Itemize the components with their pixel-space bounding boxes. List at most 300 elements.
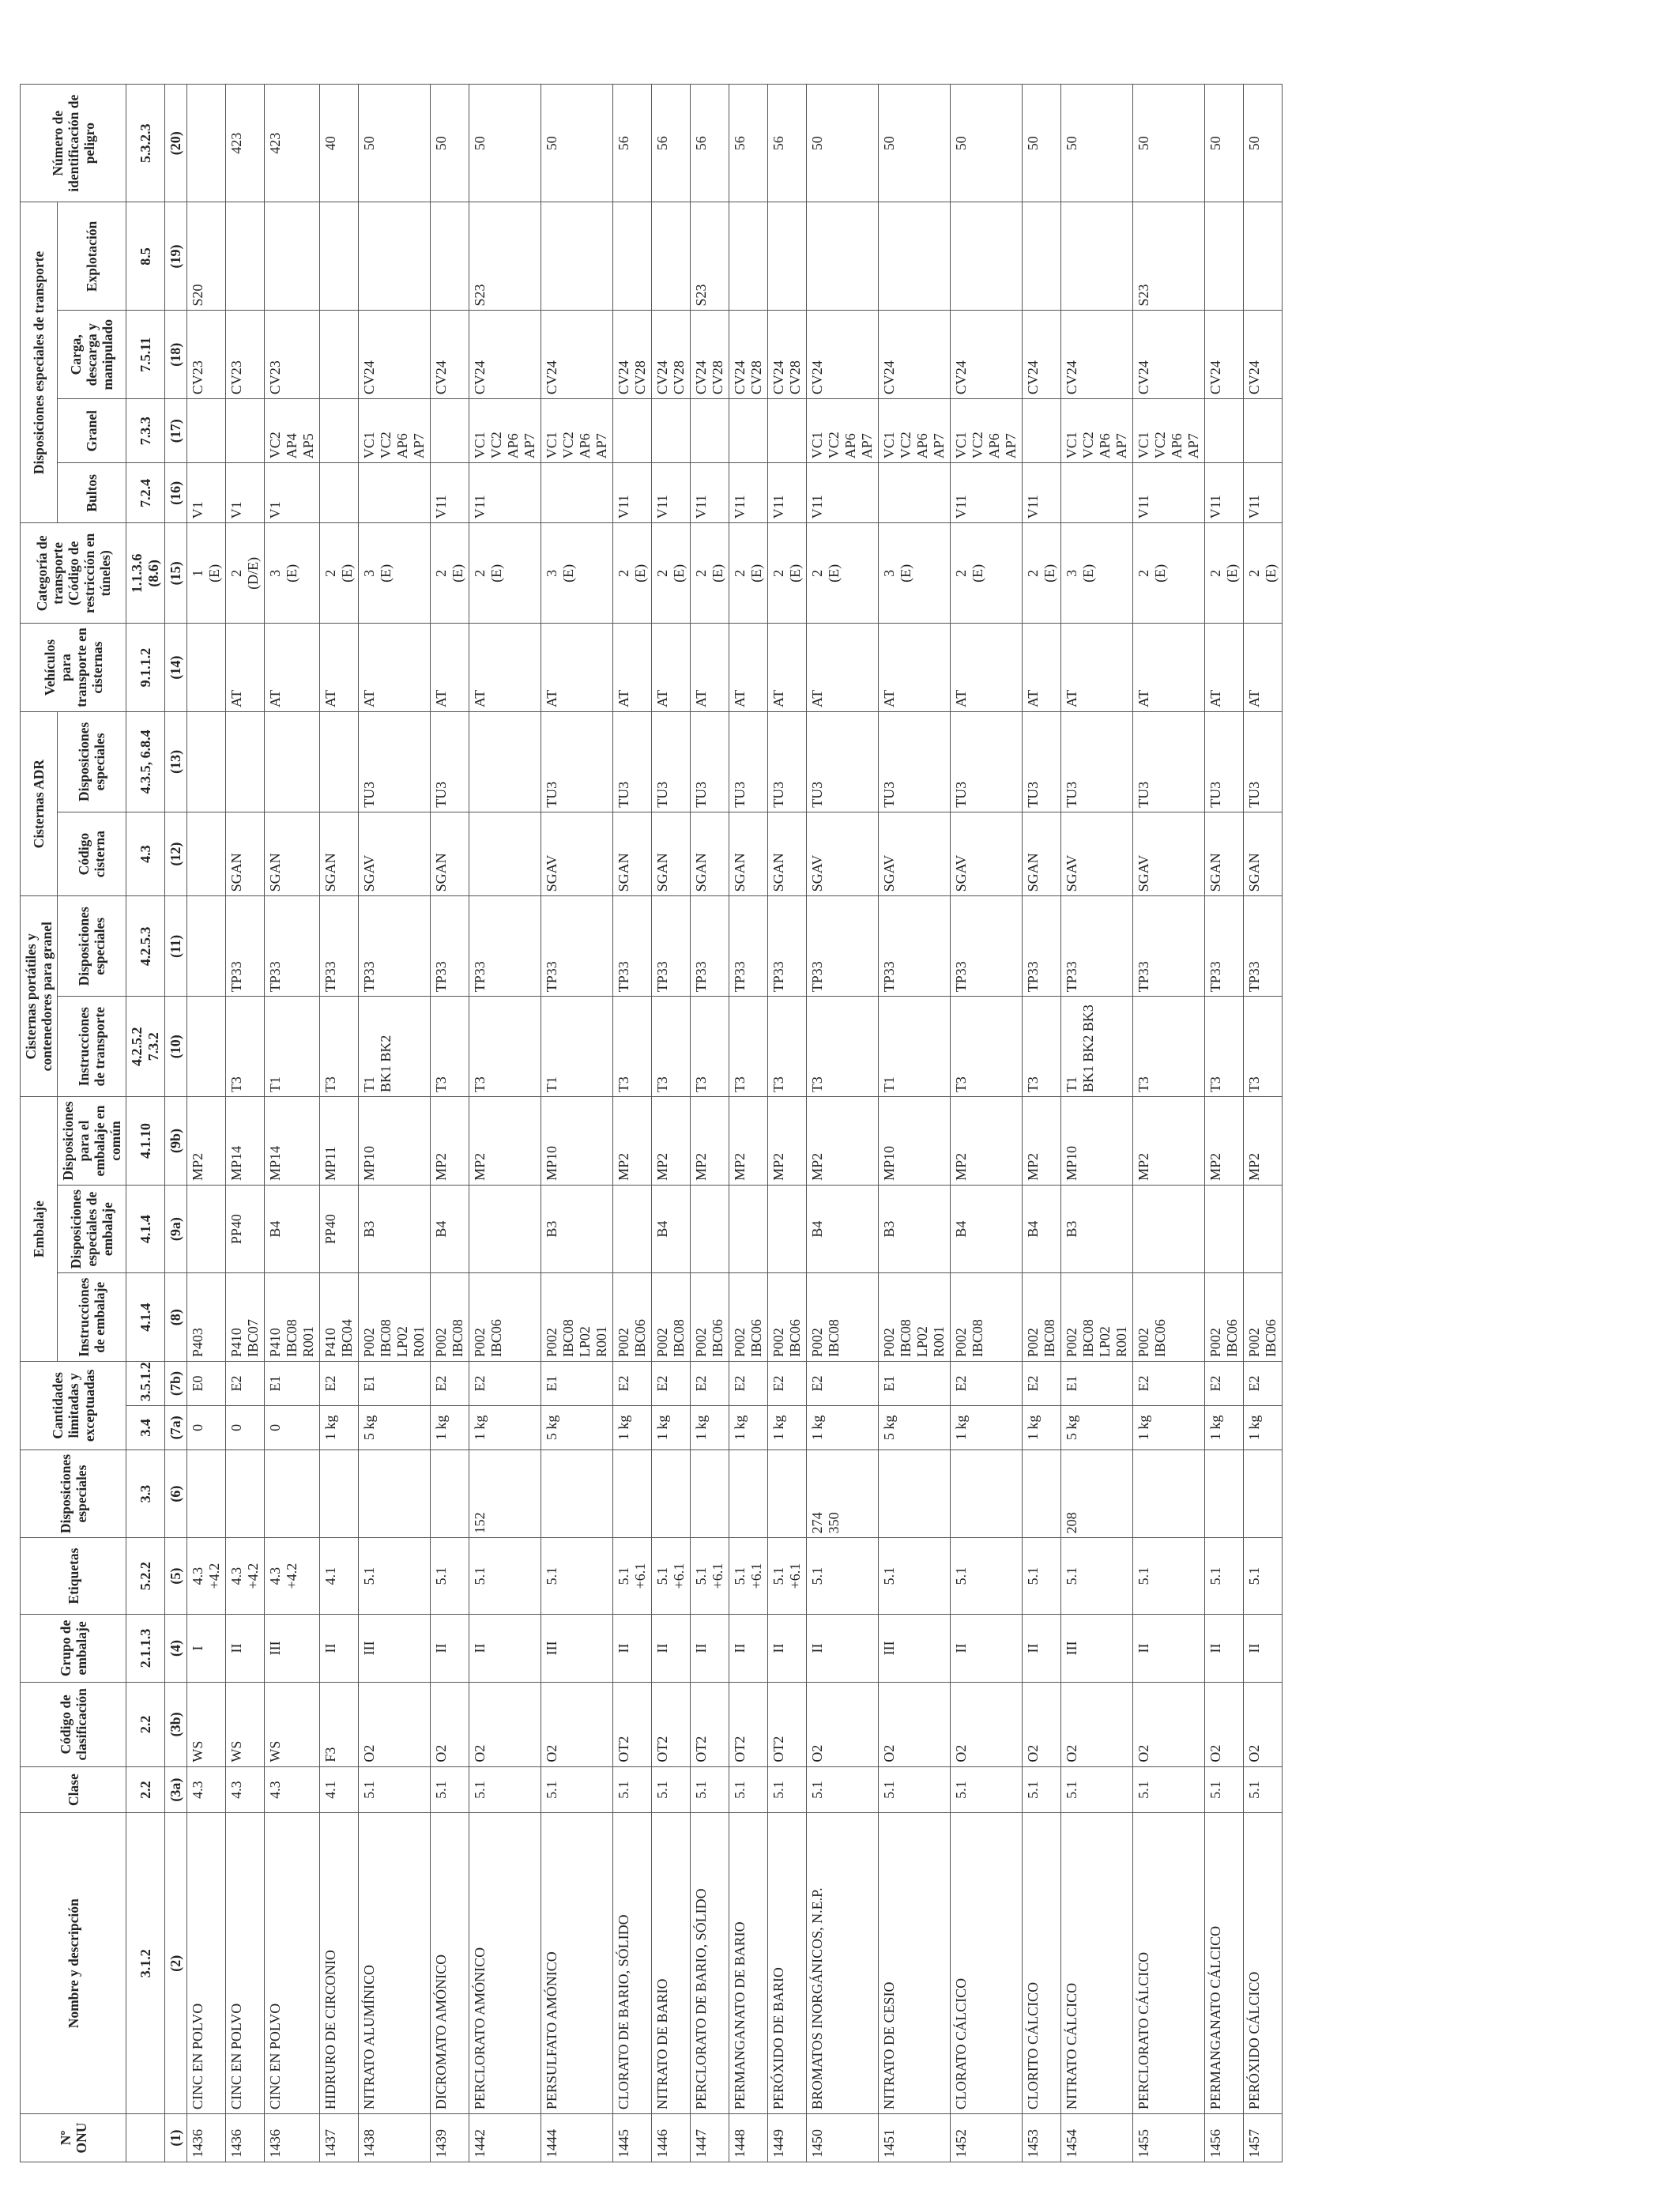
special-provisions-cell: 208 bbox=[1061, 1449, 1133, 1538]
packing-group-cell: II bbox=[951, 1614, 1023, 1682]
name-cell: PERMANGANATO DE BARIO bbox=[729, 1813, 768, 2114]
vehicle-cell bbox=[187, 624, 226, 712]
packing-instr-cell: P410 IBC04 bbox=[320, 1273, 359, 1362]
column-number-row bbox=[165, 85, 187, 2162]
bulk-cell bbox=[691, 399, 729, 463]
un-cell: 1453 bbox=[1023, 2114, 1061, 2162]
pt-instr-cell: T3 bbox=[729, 997, 768, 1097]
name-cell: PERSULFATO AMÓNICO bbox=[541, 1813, 613, 2114]
packing-instr-cell: P002 IBC06 bbox=[613, 1273, 652, 1362]
table-row bbox=[613, 85, 652, 2162]
table-row bbox=[768, 85, 807, 2162]
ref-veh: 9.1.1.2 bbox=[126, 624, 165, 712]
header-packaging: Embalaje bbox=[21, 1097, 58, 1362]
name-cell: PERMANGANATO CÁLCICO bbox=[1205, 1813, 1244, 2114]
packing-instr-cell: P410 IBC08 R001 bbox=[265, 1273, 320, 1362]
code-cell: O2 bbox=[807, 1683, 879, 1767]
table-row bbox=[431, 85, 469, 2162]
tank-code-cell: SGAV bbox=[879, 812, 951, 896]
tank-code-cell: SGAN bbox=[1205, 812, 1244, 896]
excepted-qty-cell: E1 bbox=[265, 1362, 320, 1406]
table-row bbox=[187, 85, 226, 2162]
name-cell: PERCLORATO DE BARIO, SÓLIDO bbox=[691, 1813, 729, 2114]
labels-cell: 4.3 +4.2 bbox=[187, 1538, 226, 1614]
mixed-packing-cell: MP2 bbox=[951, 1097, 1023, 1186]
packages-cell: V1 bbox=[265, 463, 320, 523]
header-tank-special: Disposiciones especiales bbox=[58, 711, 126, 812]
colnum: (3a) bbox=[165, 1766, 187, 1813]
un-cell: 1436 bbox=[265, 2114, 320, 2162]
un-cell: 1438 bbox=[359, 2114, 431, 2162]
un-cell: 1456 bbox=[1205, 2114, 1244, 2162]
tank-code-cell: SGAV bbox=[541, 812, 613, 896]
header-portable-tanks: Cisternas portátiles y contenedores para granel bbox=[21, 896, 58, 1097]
name-cell: NITRATO DE CESIO bbox=[879, 1813, 951, 2114]
excepted-qty-cell: E2 bbox=[652, 1362, 691, 1406]
limited-qty-cell: 1 kg bbox=[1205, 1405, 1244, 1449]
vehicle-cell: AT bbox=[320, 624, 359, 712]
transport-category-cell: 2 (E) bbox=[320, 523, 359, 624]
loading-cell: CV24 bbox=[1133, 311, 1205, 399]
vehicle-cell: AT bbox=[541, 624, 613, 712]
limited-qty-cell: 1 kg bbox=[469, 1405, 541, 1449]
packages-cell: V11 bbox=[807, 463, 879, 523]
special-packing-cell bbox=[1244, 1185, 1283, 1273]
un-cell: 1447 bbox=[691, 2114, 729, 2162]
mixed-packing-cell: MP11 bbox=[320, 1097, 359, 1186]
bulk-cell bbox=[613, 399, 652, 463]
vehicle-cell: AT bbox=[1205, 624, 1244, 712]
tank-code-cell: SGAN bbox=[691, 812, 729, 896]
header-labels: Etiquetas bbox=[21, 1538, 126, 1614]
colnum: (14) bbox=[165, 624, 187, 712]
limited-qty-cell: 0 bbox=[187, 1405, 226, 1449]
code-cell: O2 bbox=[1023, 1683, 1061, 1767]
name-cell: NITRATO ALUMÍNICO bbox=[359, 1813, 431, 2114]
pt-instr-cell: T3 bbox=[951, 997, 1023, 1097]
bulk-cell: VC2 AP4 AP5 bbox=[265, 399, 320, 463]
mixed-packing-cell: MP10 bbox=[879, 1097, 951, 1186]
pt-instr-cell: T3 bbox=[469, 997, 541, 1097]
special-provisions-cell bbox=[613, 1449, 652, 1538]
bulk-cell bbox=[1244, 399, 1283, 463]
special-provisions-cell bbox=[431, 1449, 469, 1538]
bulk-cell: VC1 VC2 AP6 AP7 bbox=[541, 399, 613, 463]
bulk-cell: VC1 VC2 AP6 AP7 bbox=[807, 399, 879, 463]
special-packing-cell bbox=[187, 1185, 226, 1273]
labels-cell: 5.1 bbox=[1061, 1538, 1133, 1614]
operation-cell bbox=[652, 202, 691, 311]
transport-category-cell: 2 (E) bbox=[613, 523, 652, 624]
ref-sp: 3.3 bbox=[126, 1449, 165, 1538]
transport-category-cell: 2 (E) bbox=[691, 523, 729, 624]
special-packing-cell bbox=[469, 1185, 541, 1273]
pt-special-cell: TP33 bbox=[807, 896, 879, 997]
operation-cell bbox=[431, 202, 469, 311]
packing-group-cell: II bbox=[431, 1614, 469, 1682]
vehicle-cell: AT bbox=[1023, 624, 1061, 712]
excepted-qty-cell: E1 bbox=[541, 1362, 613, 1406]
operation-cell: S20 bbox=[187, 202, 226, 311]
pt-special-cell: TP33 bbox=[652, 896, 691, 997]
pt-instr-cell: T3 bbox=[1133, 997, 1205, 1097]
colnum: (1) bbox=[165, 2114, 187, 2162]
operation-cell: S23 bbox=[691, 202, 729, 311]
tank-code-cell: SGAN bbox=[265, 812, 320, 896]
pt-instr-cell: T1 BK1 BK2 bbox=[359, 997, 431, 1097]
packing-group-cell: II bbox=[729, 1614, 768, 1682]
packages-cell: V11 bbox=[1023, 463, 1061, 523]
transport-category-cell: 1 (E) bbox=[187, 523, 226, 624]
un-cell: 1436 bbox=[187, 2114, 226, 2162]
un-cell: 1452 bbox=[951, 2114, 1023, 2162]
tank-code-cell: SGAN bbox=[768, 812, 807, 896]
tank-code-cell: SGAV bbox=[1133, 812, 1205, 896]
class-cell: 4.3 bbox=[226, 1766, 265, 1813]
tank-special-cell: TU3 bbox=[1023, 711, 1061, 812]
operation-cell bbox=[768, 202, 807, 311]
loading-cell: CV24 bbox=[879, 311, 951, 399]
limited-qty-cell: 1 kg bbox=[1133, 1405, 1205, 1449]
labels-cell: 5.1 bbox=[469, 1538, 541, 1614]
colnum: (5) bbox=[165, 1538, 187, 1614]
packages-cell: V11 bbox=[951, 463, 1023, 523]
packing-group-cell: III bbox=[541, 1614, 613, 1682]
packing-instr-cell: P002 IBC08 bbox=[951, 1273, 1023, 1362]
bulk-cell bbox=[652, 399, 691, 463]
tank-code-cell: SGAN bbox=[1023, 812, 1061, 896]
mixed-packing-cell: MP2 bbox=[469, 1097, 541, 1186]
excepted-qty-cell: E2 bbox=[1023, 1362, 1061, 1406]
excepted-qty-cell: E2 bbox=[1133, 1362, 1205, 1406]
packing-instr-cell: P002 IBC08 LP02 R001 bbox=[541, 1273, 613, 1362]
special-packing-cell: B4 bbox=[807, 1185, 879, 1273]
packages-cell: V11 bbox=[431, 463, 469, 523]
excepted-qty-cell: E1 bbox=[879, 1362, 951, 1406]
packing-instr-cell: P002 IBC06 bbox=[729, 1273, 768, 1362]
un-cell: 1437 bbox=[320, 2114, 359, 2162]
packages-cell: V11 bbox=[1244, 463, 1283, 523]
excepted-qty-cell: E2 bbox=[469, 1362, 541, 1406]
vehicle-cell: AT bbox=[768, 624, 807, 712]
limited-qty-cell: 1 kg bbox=[320, 1405, 359, 1449]
special-provisions-cell bbox=[187, 1449, 226, 1538]
class-cell: 5.1 bbox=[879, 1766, 951, 1813]
packing-group-cell: III bbox=[265, 1614, 320, 1682]
tank-code-cell: SGAN bbox=[652, 812, 691, 896]
colnum: (9a) bbox=[165, 1185, 187, 1273]
transport-category-cell: 2 (E) bbox=[951, 523, 1023, 624]
table-row bbox=[469, 85, 541, 2162]
tank-special-cell: TU3 bbox=[1205, 711, 1244, 812]
table-row bbox=[1061, 85, 1133, 2162]
special-provisions-cell bbox=[951, 1449, 1023, 1538]
packing-group-cell: II bbox=[1205, 1614, 1244, 1682]
un-cell: 1451 bbox=[879, 2114, 951, 2162]
transport-category-cell: 2 (D/E) bbox=[226, 523, 265, 624]
pt-special-cell: TP33 bbox=[1244, 896, 1283, 997]
name-cell: BROMATOS INORGÁNICOS, N.E.P. bbox=[807, 1813, 879, 2114]
ref-op: 8.5 bbox=[126, 202, 165, 311]
header-packing-group: Grupo de embalaje bbox=[21, 1614, 126, 1682]
hazard-id-cell: 56 bbox=[768, 85, 807, 202]
special-provisions-cell bbox=[691, 1449, 729, 1538]
un-cell: 1445 bbox=[613, 2114, 652, 2162]
header-special-transport: Disposiciones especiales de transporte bbox=[21, 202, 58, 523]
packages-cell bbox=[541, 463, 613, 523]
special-provisions-cell bbox=[541, 1449, 613, 1538]
dangerous-goods-table bbox=[20, 84, 1283, 2162]
table-row bbox=[265, 85, 320, 2162]
mixed-packing-cell: MP10 bbox=[1061, 1097, 1133, 1186]
loading-cell: CV24 CV28 bbox=[768, 311, 807, 399]
packing-instr-cell: P002 IBC06 bbox=[1133, 1273, 1205, 1362]
limited-qty-cell: 1 kg bbox=[807, 1405, 879, 1449]
limited-qty-cell: 5 kg bbox=[1061, 1405, 1133, 1449]
limited-qty-cell: 1 kg bbox=[729, 1405, 768, 1449]
header-row-top bbox=[21, 85, 58, 2162]
loading-cell: CV23 bbox=[226, 311, 265, 399]
operation-cell bbox=[541, 202, 613, 311]
labels-cell: 5.1 bbox=[807, 1538, 879, 1614]
excepted-qty-cell: E2 bbox=[1244, 1362, 1283, 1406]
code-cell: O2 bbox=[1133, 1683, 1205, 1767]
special-provisions-cell bbox=[879, 1449, 951, 1538]
labels-cell: 5.1 +6.1 bbox=[691, 1538, 729, 1614]
tank-code-cell: SGAN bbox=[320, 812, 359, 896]
mixed-packing-cell: MP2 bbox=[768, 1097, 807, 1186]
special-provisions-cell bbox=[359, 1449, 431, 1538]
vehicle-cell: AT bbox=[265, 624, 320, 712]
pt-instr-cell: T3 bbox=[320, 997, 359, 1097]
packing-group-cell: III bbox=[359, 1614, 431, 1682]
special-packing-cell bbox=[613, 1185, 652, 1273]
packing-instr-cell: P002 IBC08 bbox=[431, 1273, 469, 1362]
packing-group-cell: III bbox=[1061, 1614, 1133, 1682]
name-cell: CLORATO DE BARIO, SÓLIDO bbox=[613, 1813, 652, 2114]
header-packages: Bultos bbox=[58, 463, 126, 523]
loading-cell bbox=[320, 311, 359, 399]
limited-qty-cell: 5 kg bbox=[359, 1405, 431, 1449]
ref-tc: 4.3 bbox=[126, 812, 165, 896]
operation-cell bbox=[1023, 202, 1061, 311]
mixed-packing-cell: MP2 bbox=[613, 1097, 652, 1186]
limited-qty-cell: 1 kg bbox=[1244, 1405, 1283, 1449]
hazard-id-cell: 50 bbox=[879, 85, 951, 202]
table-row bbox=[1023, 85, 1061, 2162]
labels-cell: 5.1 +6.1 bbox=[613, 1538, 652, 1614]
excepted-qty-cell: E2 bbox=[729, 1362, 768, 1406]
hazard-id-cell: 50 bbox=[469, 85, 541, 202]
excepted-qty-cell: E2 bbox=[951, 1362, 1023, 1406]
loading-cell: CV24 bbox=[469, 311, 541, 399]
special-packing-cell: B3 bbox=[1061, 1185, 1133, 1273]
limited-qty-cell: 0 bbox=[226, 1405, 265, 1449]
special-provisions-cell bbox=[729, 1449, 768, 1538]
packing-group-cell: II bbox=[469, 1614, 541, 1682]
operation-cell bbox=[226, 202, 265, 311]
transport-category-cell: 2 (E) bbox=[768, 523, 807, 624]
operation-cell bbox=[951, 202, 1023, 311]
un-cell: 1449 bbox=[768, 2114, 807, 2162]
hazard-id-cell: 50 bbox=[807, 85, 879, 202]
ref-pt: 4.2.5.2 7.3.2 bbox=[126, 997, 165, 1097]
colnum: (2) bbox=[165, 1813, 187, 2114]
ref-haz: 5.3.2.3 bbox=[126, 85, 165, 202]
pt-special-cell: TP33 bbox=[1061, 896, 1133, 997]
loading-cell: CV23 bbox=[187, 311, 226, 399]
mixed-packing-cell: MP2 bbox=[431, 1097, 469, 1186]
special-provisions-cell bbox=[320, 1449, 359, 1538]
header-name: Nombre y descripción bbox=[21, 1813, 126, 2114]
name-cell: PERCLORATO AMÓNICO bbox=[469, 1813, 541, 2114]
header-limited-excepted: Cantidades limitadas y exceptuadas bbox=[21, 1362, 126, 1450]
pt-instr-cell: T3 bbox=[652, 997, 691, 1097]
colnum: (11) bbox=[165, 896, 187, 997]
hazard-id-cell: 40 bbox=[320, 85, 359, 202]
packing-group-cell: II bbox=[768, 1614, 807, 1682]
code-cell: OT2 bbox=[613, 1683, 652, 1767]
operation-cell bbox=[265, 202, 320, 311]
code-cell: F3 bbox=[320, 1683, 359, 1767]
name-cell: HIDRURO DE CIRCONIO bbox=[320, 1813, 359, 2114]
bulk-cell bbox=[320, 399, 359, 463]
header-mixed-packing: Disposiciones para el embalaje en común bbox=[58, 1097, 126, 1186]
table-row bbox=[807, 85, 879, 2162]
operation-cell bbox=[1061, 202, 1133, 311]
colnum: (12) bbox=[165, 812, 187, 896]
bulk-cell: VC1 VC2 AP6 AP7 bbox=[1133, 399, 1205, 463]
tank-code-cell: SGAN bbox=[1244, 812, 1283, 896]
packing-group-cell: II bbox=[1244, 1614, 1283, 1682]
operation-cell bbox=[613, 202, 652, 311]
class-cell: 5.1 bbox=[469, 1766, 541, 1813]
packing-group-cell: II bbox=[691, 1614, 729, 1682]
excepted-qty-cell: E2 bbox=[691, 1362, 729, 1406]
code-cell: O2 bbox=[1244, 1683, 1283, 1767]
vehicle-cell: AT bbox=[226, 624, 265, 712]
un-cell: 1450 bbox=[807, 2114, 879, 2162]
special-packing-cell: B4 bbox=[431, 1185, 469, 1273]
hazard-id-cell: 56 bbox=[729, 85, 768, 202]
bulk-cell: VC1 VC2 AP6 AP7 bbox=[359, 399, 431, 463]
header-vehicle-tank: Vehículos para transporte en cisternas bbox=[21, 624, 126, 712]
tank-special-cell: TU3 bbox=[691, 711, 729, 812]
pt-instr-cell: T3 bbox=[768, 997, 807, 1097]
tank-special-cell: TU3 bbox=[652, 711, 691, 812]
table-row bbox=[691, 85, 729, 2162]
class-cell: 5.1 bbox=[431, 1766, 469, 1813]
packing-group-cell: II bbox=[652, 1614, 691, 1682]
tank-special-cell bbox=[187, 711, 226, 812]
mixed-packing-cell: MP2 bbox=[652, 1097, 691, 1186]
name-cell: NITRATO CÁLCICO bbox=[1061, 1813, 1133, 2114]
packing-instr-cell: P410 IBC07 bbox=[226, 1273, 265, 1362]
pt-instr-cell: T1 bbox=[265, 997, 320, 1097]
special-provisions-cell bbox=[226, 1449, 265, 1538]
packages-cell bbox=[879, 463, 951, 523]
ref-load: 7.5.11 bbox=[126, 311, 165, 399]
mixed-packing-cell: MP14 bbox=[226, 1097, 265, 1186]
tank-special-cell bbox=[320, 711, 359, 812]
hazard-id-cell: 50 bbox=[1023, 85, 1061, 202]
ref-code: 2.2 bbox=[126, 1683, 165, 1767]
excepted-qty-cell: E2 bbox=[613, 1362, 652, 1406]
limited-qty-cell: 1 kg bbox=[768, 1405, 807, 1449]
loading-cell: CV24 CV28 bbox=[652, 311, 691, 399]
operation-cell bbox=[320, 202, 359, 311]
hazard-id-cell: 50 bbox=[359, 85, 431, 202]
pt-instr-cell: T3 bbox=[807, 997, 879, 1097]
hazard-id-cell: 50 bbox=[431, 85, 469, 202]
transport-category-cell: 2 (E) bbox=[1244, 523, 1283, 624]
un-cell: 1448 bbox=[729, 2114, 768, 2162]
un-cell: 1444 bbox=[541, 2114, 613, 2162]
pt-instr-cell: T3 bbox=[226, 997, 265, 1097]
packing-instr-cell: P002 IBC06 bbox=[1244, 1273, 1283, 1362]
packages-cell: V1 bbox=[187, 463, 226, 523]
special-packing-cell: PP40 bbox=[226, 1185, 265, 1273]
code-cell: O2 bbox=[1205, 1683, 1244, 1767]
colnum: (4) bbox=[165, 1614, 187, 1682]
pt-instr-cell: T3 bbox=[1023, 997, 1061, 1097]
colnum: (7a) bbox=[165, 1405, 187, 1449]
limited-qty-cell: 1 kg bbox=[431, 1405, 469, 1449]
packing-group-cell: II bbox=[613, 1614, 652, 1682]
special-packing-cell bbox=[768, 1185, 807, 1273]
special-provisions-cell bbox=[1133, 1449, 1205, 1538]
tank-code-cell bbox=[469, 812, 541, 896]
loading-cell: CV24 CV28 bbox=[613, 311, 652, 399]
transport-category-cell: 3 (E) bbox=[359, 523, 431, 624]
ref-pi: 4.1.4 bbox=[126, 1273, 165, 1362]
header-un-no: Nº ONU bbox=[21, 2114, 126, 2162]
class-cell: 5.1 bbox=[613, 1766, 652, 1813]
labels-cell: 5.1 bbox=[541, 1538, 613, 1614]
limited-qty-cell: 1 kg bbox=[1023, 1405, 1061, 1449]
packing-group-cell: II bbox=[226, 1614, 265, 1682]
pt-instr-cell: T3 bbox=[691, 997, 729, 1097]
packing-instr-cell: P002 IBC08 LP02 R001 bbox=[359, 1273, 431, 1362]
class-cell: 4.3 bbox=[265, 1766, 320, 1813]
loading-cell: CV24 bbox=[1023, 311, 1061, 399]
mixed-packing-cell: MP2 bbox=[187, 1097, 226, 1186]
table-row bbox=[359, 85, 431, 2162]
header-tank-code: Código cisterna bbox=[58, 812, 126, 896]
colnum: (8) bbox=[165, 1273, 187, 1362]
packing-group-cell: I bbox=[187, 1614, 226, 1682]
labels-cell: 4.3 +4.2 bbox=[226, 1538, 265, 1614]
limited-qty-cell: 5 kg bbox=[879, 1405, 951, 1449]
colnum: (9b) bbox=[165, 1097, 187, 1186]
pt-instr-cell: T1 bbox=[541, 997, 613, 1097]
pt-instr-cell: T1 BK1 BK2 BK3 bbox=[1061, 997, 1133, 1097]
labels-cell: 5.1 bbox=[951, 1538, 1023, 1614]
header-pt-special: Disposiciones especiales bbox=[58, 896, 126, 997]
hazard-id-cell: 56 bbox=[652, 85, 691, 202]
packing-instr-cell: P002 IBC06 bbox=[1205, 1273, 1244, 1362]
labels-cell: 5.1 bbox=[359, 1538, 431, 1614]
class-cell: 5.1 bbox=[807, 1766, 879, 1813]
packages-cell bbox=[359, 463, 431, 523]
code-cell: O2 bbox=[469, 1683, 541, 1767]
hazard-id-cell: 50 bbox=[951, 85, 1023, 202]
header-packing-instructions: Instrucciones de embalaje bbox=[58, 1273, 126, 1362]
vehicle-cell: AT bbox=[469, 624, 541, 712]
tank-special-cell: TU3 bbox=[431, 711, 469, 812]
packages-cell: V11 bbox=[691, 463, 729, 523]
vehicle-cell: AT bbox=[879, 624, 951, 712]
